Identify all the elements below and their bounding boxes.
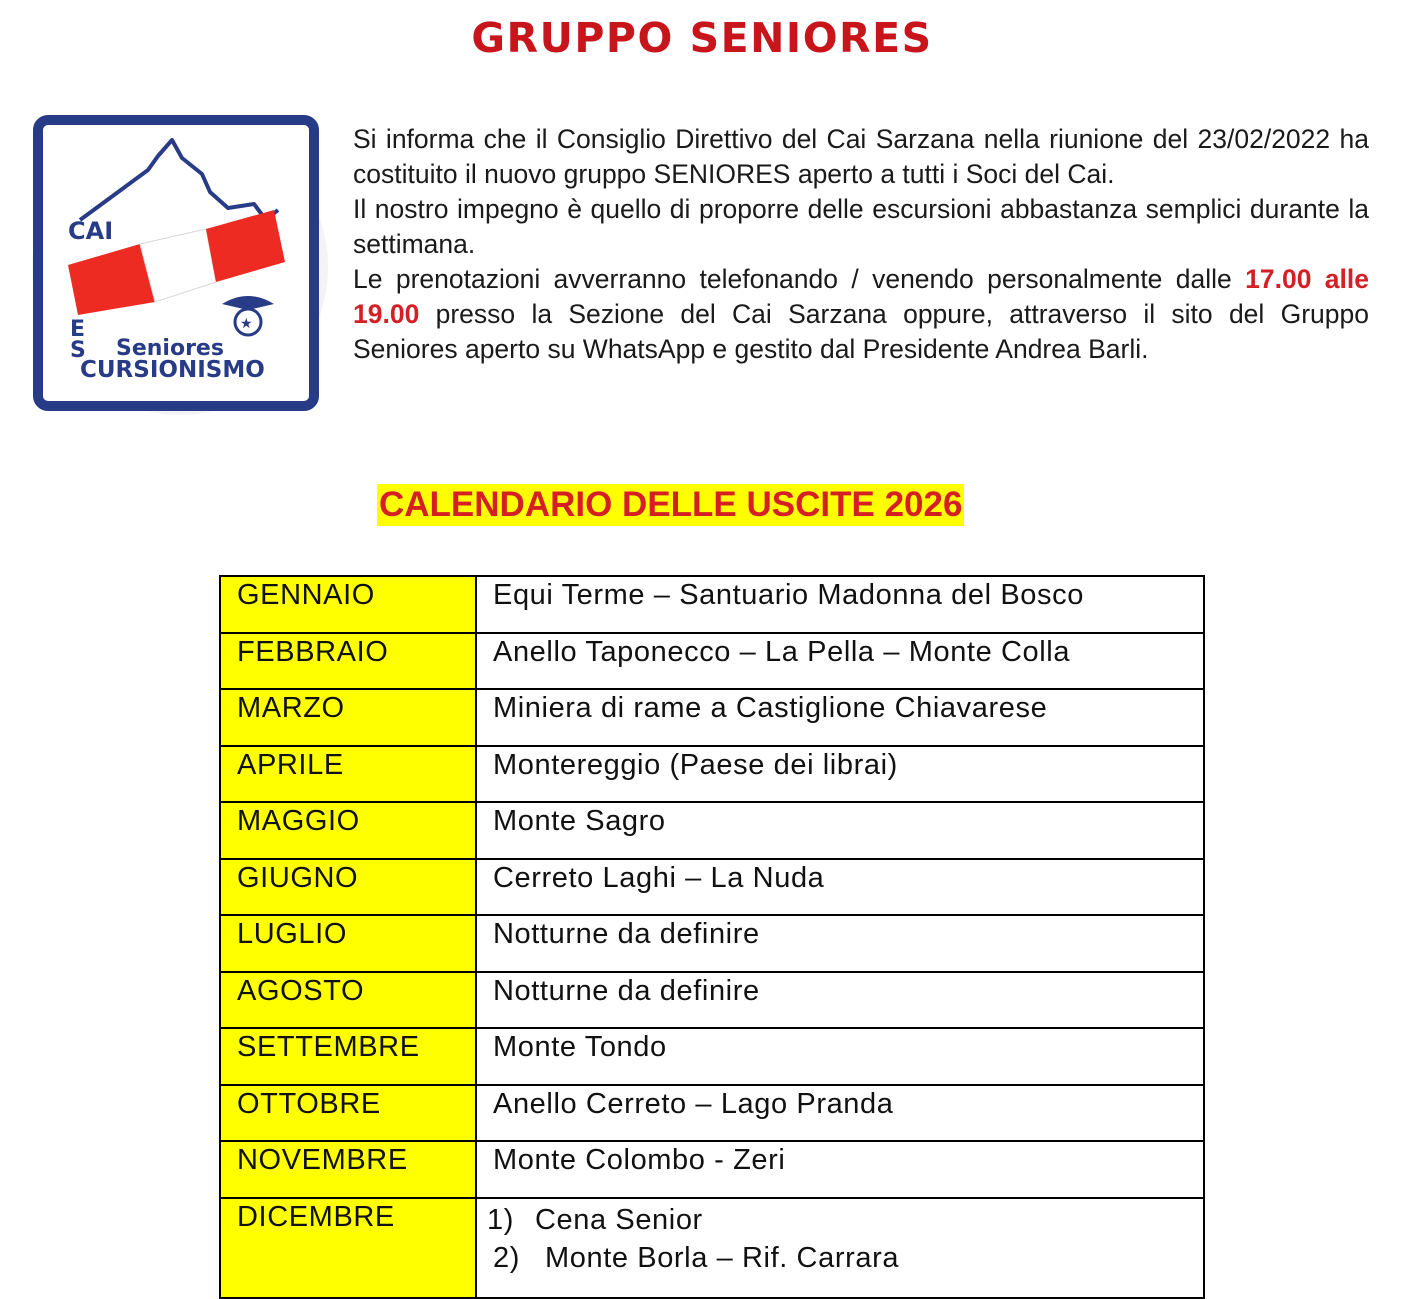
december-item-2: [487, 1239, 1187, 1277]
destination-cell: Miniera di rame a Castiglione Chiavarese: [476, 689, 1204, 746]
table-row: [220, 1141, 1204, 1198]
month-cell: NOVEMBRE: [220, 1141, 476, 1198]
item-number: 2): [493, 1241, 520, 1274]
destination-cell: Monte Sagro: [476, 802, 1204, 859]
destination-cell: Montereggio (Paese dei librai): [476, 746, 1204, 803]
month-cell: APRILE: [220, 746, 476, 803]
logo-letter-e: E: [70, 317, 86, 342]
booking-hours: 17.00 alle 19.00: [353, 264, 1369, 329]
month-cell: AGOSTO: [220, 972, 476, 1029]
table-row: [220, 1028, 1204, 1085]
table-row: [220, 1085, 1204, 1142]
logo-graphic: [30, 112, 330, 422]
intro-paragraph-3-start: Le prenotazioni avverranno telefonando / venendo personalmente dalle: [353, 264, 1246, 294]
calendar-table: [219, 575, 1205, 1299]
table-row: [220, 633, 1204, 690]
table-row: [220, 972, 1204, 1029]
intro-text: [353, 122, 1369, 367]
destination-cell: Monte Tondo: [476, 1028, 1204, 1085]
intro-paragraph-3: [353, 262, 1369, 367]
destination-cell: [476, 1198, 1204, 1298]
month-cell: MARZO: [220, 689, 476, 746]
month-cell: OTTOBRE: [220, 1085, 476, 1142]
month-cell: MAGGIO: [220, 802, 476, 859]
destination-cell: Cerreto Laghi – La Nuda: [476, 859, 1204, 916]
month-cell: DICEMBRE: [220, 1198, 476, 1298]
table-row: [220, 746, 1204, 803]
destination-cell: Monte Colombo - Zeri: [476, 1141, 1204, 1198]
table-row: [220, 802, 1204, 859]
destination-cell: Anello Cerreto – Lago Pranda: [476, 1085, 1204, 1142]
month-cell: SETTEMBRE: [220, 1028, 476, 1085]
intro-paragraph-2: Il nostro impegno è quello di proporre delle escursioni abbastanza semplici durante la settimana.: [353, 194, 1369, 259]
table-row: [220, 689, 1204, 746]
calendar-title: CALENDARIO DELLE USCITE 2026: [379, 485, 963, 524]
december-item-1: [487, 1201, 1187, 1239]
month-cell: GENNAIO: [220, 576, 476, 633]
table-row: [220, 915, 1204, 972]
logo-cursionismo-text: CURSIONISMO: [80, 357, 265, 383]
intro-paragraph-3-end: presso la Sezione del Cai Sarzana oppure, attraverso il sito del Gruppo Seniores aperto su WhatsApp e gestito dal Presidente Andrea Barli.: [353, 299, 1369, 364]
destination-cell: Notturne da definire: [476, 972, 1204, 1029]
destination-cell: Anello Taponecco – La Pella – Monte Colla: [476, 633, 1204, 690]
destination-cell: Notturne da definire: [476, 915, 1204, 972]
table-row: [220, 576, 1204, 633]
intro-paragraph-1: Si informa che il Consiglio Direttivo del Cai Sarzana nella riunione del 23/02/2022 ha costituito il nuovo gruppo SENIORES aperto a tutti i Soci del Cai.: [353, 124, 1369, 189]
item-number: 1): [487, 1203, 514, 1236]
item-text: Cena Senior: [535, 1203, 703, 1236]
table-row: [220, 1198, 1204, 1298]
page-title: GRUPPO SENIORES: [471, 14, 933, 62]
item-text: Monte Borla – Rif. Carrara: [545, 1241, 900, 1274]
cai-seniores-logo: [30, 112, 330, 422]
destination-cell: Equi Terme – Santuario Madonna del Bosco: [476, 576, 1204, 633]
table-row: [220, 859, 1204, 916]
month-cell: GIUGNO: [220, 859, 476, 916]
logo-letter-s: S: [70, 338, 86, 363]
month-cell: LUGLIO: [220, 915, 476, 972]
emblem-star-icon: ★: [240, 316, 253, 332]
month-cell: FEBBRAIO: [220, 633, 476, 690]
logo-cai-text: CAI: [68, 217, 114, 245]
logo-seniores-text: Seniores: [116, 336, 224, 361]
